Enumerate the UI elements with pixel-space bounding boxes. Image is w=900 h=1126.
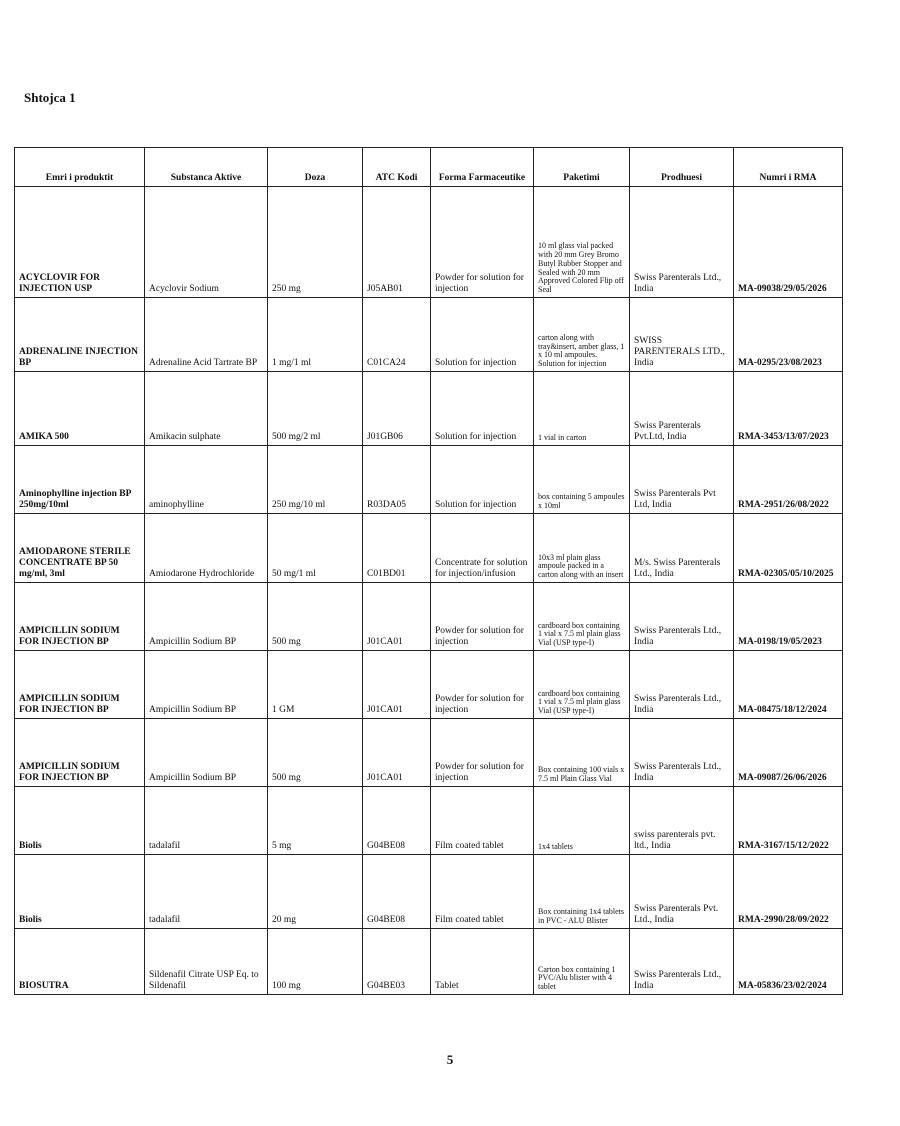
cell-rma-number: RMA-3453/13/07/2023: [734, 372, 843, 446]
cell-dose: 500 mg: [268, 583, 363, 651]
cell-product-name: Biolis: [15, 787, 145, 855]
cell-active-substance: tadalafil: [145, 787, 268, 855]
cell-product-name: AMPICILLIN SODIUM FOR INJECTION BP: [15, 651, 145, 719]
cell-dose: 20 mg: [268, 855, 363, 929]
cell-dose: 500 mg: [268, 719, 363, 787]
cell-active-substance: tadalafil: [145, 855, 268, 929]
cell-manufacturer: Swiss Parenterals Pvt.Ltd, India: [630, 372, 734, 446]
cell-active-substance: Adrenaline Acid Tartrate BP: [145, 298, 268, 372]
cell-packaging: carton along with tray&insert, amber glass, 1 x 10 ml ampoules. Solution for injection: [534, 298, 630, 372]
cell-active-substance: Amiodarone Hydrochloride: [145, 514, 268, 583]
cell-active-substance: Amikacin sulphate: [145, 372, 268, 446]
cell-dose: 100 mg: [268, 929, 363, 995]
cell-pharmaceutical-form: Concentrate for solution for injection/infusion: [431, 514, 534, 583]
cell-product-name: BIOSUTRA: [15, 929, 145, 995]
cell-product-name: ADRENALINE INJECTION BP: [15, 298, 145, 372]
cell-dose: 5 mg: [268, 787, 363, 855]
cell-manufacturer: Swiss Parenterals Pvt Ltd, India: [630, 446, 734, 514]
cell-product-name: AMIODARONE STERILE CONCENTRATE BP 50 mg/ml, 3ml: [15, 514, 145, 583]
cell-packaging: Box containing 1x4 tablets in PVC - ALU Blister: [534, 855, 630, 929]
column-header-packaging: Paketimi: [534, 148, 630, 187]
cell-manufacturer: M/s. Swiss Parenterals Ltd., India: [630, 514, 734, 583]
column-header-rma-number: Numri i RMA: [734, 148, 843, 187]
cell-atc-code: J01CA01: [363, 719, 431, 787]
cell-manufacturer: swiss parenterals pvt. ltd., India: [630, 787, 734, 855]
cell-packaging: 10 ml glass vial packed with 20 mm Grey Bromo Butyl Rubber Stopper and Sealed with 20 mm Approved Colored Flip off Seal: [534, 187, 630, 298]
cell-packaging: 10x3 ml plain glass ampoule packed in a carton along with an insert: [534, 514, 630, 583]
cell-active-substance: aminophylline: [145, 446, 268, 514]
cell-rma-number: MA-0295/23/08/2023: [734, 298, 843, 372]
cell-manufacturer: Swiss Parenterals Ltd., India: [630, 929, 734, 995]
cell-pharmaceutical-form: Powder for solution for injection: [431, 187, 534, 298]
cell-manufacturer: Swiss Parenterals Ltd., India: [630, 719, 734, 787]
cell-manufacturer: SWISS PARENTERALS LTD., India: [630, 298, 734, 372]
column-header-atc-code: ATC Kodi: [363, 148, 431, 187]
cell-packaging: Carton box containing 1 PVC/Alu blister with 4 tablet: [534, 929, 630, 995]
cell-active-substance: Acyclovir Sodium: [145, 187, 268, 298]
cell-manufacturer: Swiss Parenterals Ltd., India: [630, 651, 734, 719]
cell-atc-code: J05AB01: [363, 187, 431, 298]
table-row: [15, 514, 843, 583]
table-row: [15, 929, 843, 995]
table-row: [15, 298, 843, 372]
table-row: [15, 446, 843, 514]
cell-packaging: 1 vial in carton: [534, 372, 630, 446]
cell-rma-number: MA-05836/23/02/2024: [734, 929, 843, 995]
cell-product-name: AMIKA 500: [15, 372, 145, 446]
cell-pharmaceutical-form: Solution for injection: [431, 372, 534, 446]
cell-dose: 1 mg/1 ml: [268, 298, 363, 372]
cell-packaging: box containing 5 ampoules x 10ml: [534, 446, 630, 514]
cell-packaging: cardboard box containing 1 vial x 7.5 ml plain glass Vial (USP type-I): [534, 651, 630, 719]
cell-product-name: AMPICILLIN SODIUM FOR INJECTION BP: [15, 583, 145, 651]
cell-rma-number: MA-0198/19/05/2023: [734, 583, 843, 651]
cell-atc-code: J01GB06: [363, 372, 431, 446]
cell-rma-number: RMA-02305/05/10/2025: [734, 514, 843, 583]
column-header-manufacturer: Prodhuesi: [630, 148, 734, 187]
table-row: [15, 583, 843, 651]
product-table: [14, 147, 843, 995]
cell-dose: 250 mg: [268, 187, 363, 298]
cell-pharmaceutical-form: Powder for solution for injection: [431, 651, 534, 719]
cell-product-name: Aminophylline injection BP 250mg/10ml: [15, 446, 145, 514]
cell-rma-number: RMA-3167/15/12/2022: [734, 787, 843, 855]
cell-atc-code: G04BE08: [363, 787, 431, 855]
cell-active-substance: Ampicillin Sodium BP: [145, 651, 268, 719]
cell-packaging: 1x4 tablets: [534, 787, 630, 855]
cell-product-name: ACYCLOVIR FOR INJECTION USP: [15, 187, 145, 298]
cell-rma-number: MA-09087/26/06/2026: [734, 719, 843, 787]
cell-rma-number: MA-09038/29/05/2026: [734, 187, 843, 298]
table-header-row: [15, 148, 843, 187]
cell-dose: 1 GM: [268, 651, 363, 719]
cell-active-substance: Sildenafil Citrate USP Eq. to Sildenafil: [145, 929, 268, 995]
cell-pharmaceutical-form: Tablet: [431, 929, 534, 995]
cell-dose: 250 mg/10 ml: [268, 446, 363, 514]
cell-atc-code: R03DA05: [363, 446, 431, 514]
cell-pharmaceutical-form: Powder for solution for injection: [431, 719, 534, 787]
cell-pharmaceutical-form: Powder for solution for injection: [431, 583, 534, 651]
cell-pharmaceutical-form: Solution for injection: [431, 446, 534, 514]
cell-atc-code: J01CA01: [363, 651, 431, 719]
cell-pharmaceutical-form: Film coated tablet: [431, 787, 534, 855]
cell-packaging: Box containing 100 vials x 7.5 ml Plain Glass Vial: [534, 719, 630, 787]
column-header-pharmaceutical-form: Forma Farmaceutike: [431, 148, 534, 187]
cell-atc-code: C01BD01: [363, 514, 431, 583]
table-row: [15, 187, 843, 298]
cell-packaging: cardboard box containing 1 vial x 7.5 ml plain glass Vial (USP type-I): [534, 583, 630, 651]
table-row: [15, 372, 843, 446]
cell-rma-number: RMA-2990/28/09/2022: [734, 855, 843, 929]
cell-rma-number: RMA-2951/26/08/2022: [734, 446, 843, 514]
table-body: [15, 187, 843, 995]
cell-active-substance: Ampicillin Sodium BP: [145, 583, 268, 651]
cell-dose: 500 mg/2 ml: [268, 372, 363, 446]
cell-active-substance: Ampicillin Sodium BP: [145, 719, 268, 787]
cell-pharmaceutical-form: Solution for injection: [431, 298, 534, 372]
cell-manufacturer: Swiss Parenterals Ltd., India: [630, 187, 734, 298]
page-number: 5: [446, 1052, 454, 1067]
cell-atc-code: G04BE03: [363, 929, 431, 995]
cell-manufacturer: Swiss Parenterals Ltd., India: [630, 583, 734, 651]
cell-atc-code: J01CA01: [363, 583, 431, 651]
column-header-active-substance: Substanca Aktive: [145, 148, 268, 187]
column-header-dose: Doza: [268, 148, 363, 187]
table-row: [15, 787, 843, 855]
cell-rma-number: MA-08475/18/12/2024: [734, 651, 843, 719]
cell-atc-code: C01CA24: [363, 298, 431, 372]
cell-manufacturer: Swiss Parenterals Pvt. Ltd., India: [630, 855, 734, 929]
cell-product-name: AMPICILLIN SODIUM FOR INJECTION BP: [15, 719, 145, 787]
cell-atc-code: G04BE08: [363, 855, 431, 929]
table-row: [15, 855, 843, 929]
cell-product-name: Biolis: [15, 855, 145, 929]
table-row: [15, 651, 843, 719]
column-header-product-name: Emri i produktit: [15, 148, 145, 187]
cell-dose: 50 mg/1 ml: [268, 514, 363, 583]
page-heading: Shtojca 1: [24, 90, 76, 105]
table-row: [15, 719, 843, 787]
cell-pharmaceutical-form: Film coated tablet: [431, 855, 534, 929]
